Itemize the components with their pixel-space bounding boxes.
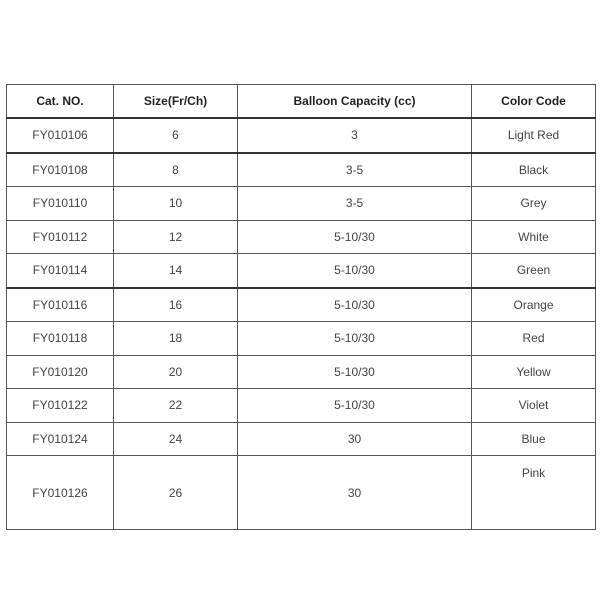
table-row <box>7 322 596 356</box>
table-row <box>7 187 596 221</box>
cell-color: White <box>472 220 596 254</box>
table-row <box>7 220 596 254</box>
cell-capacity: 5-10/30 <box>238 322 472 356</box>
cell-cat-no: FY010112 <box>7 220 114 254</box>
cell-color: Violet <box>472 389 596 423</box>
cell-cat-no: FY010126 <box>7 456 114 530</box>
header-balloon-capacity: Balloon Capacity (cc) <box>238 85 472 119</box>
cell-size: 24 <box>114 422 238 456</box>
cell-color: Orange <box>472 288 596 322</box>
cell-capacity: 30 <box>238 456 472 530</box>
cell-cat-no: FY010106 <box>7 118 114 153</box>
cell-cat-no: FY010116 <box>7 288 114 322</box>
cell-color: Pink <box>472 456 596 530</box>
cell-color: Yellow <box>472 355 596 389</box>
cell-color: Green <box>472 254 596 288</box>
table-row <box>7 254 596 288</box>
cell-capacity: 5-10/30 <box>238 288 472 322</box>
cell-size: 22 <box>114 389 238 423</box>
cell-cat-no: FY010124 <box>7 422 114 456</box>
cell-size: 8 <box>114 153 238 187</box>
cell-size: 10 <box>114 187 238 221</box>
cell-cat-no: FY010118 <box>7 322 114 356</box>
table-row <box>7 288 596 322</box>
table-row <box>7 118 596 153</box>
cell-capacity: 3-5 <box>238 187 472 221</box>
catalog-table <box>6 84 596 530</box>
table-row <box>7 153 596 187</box>
table-row <box>7 389 596 423</box>
cell-cat-no: FY010120 <box>7 355 114 389</box>
cell-capacity: 3 <box>238 118 472 153</box>
header-size: Size(Fr/Ch) <box>114 85 238 119</box>
cell-size: 6 <box>114 118 238 153</box>
table-row <box>7 355 596 389</box>
cell-size: 16 <box>114 288 238 322</box>
cell-capacity: 5-10/30 <box>238 389 472 423</box>
cell-size: 14 <box>114 254 238 288</box>
table-row <box>7 456 596 530</box>
cell-color: Black <box>472 153 596 187</box>
cell-cat-no: FY010122 <box>7 389 114 423</box>
cell-color: Grey <box>472 187 596 221</box>
catalog-table-container <box>6 84 595 530</box>
cell-size: 18 <box>114 322 238 356</box>
cell-capacity: 5-10/30 <box>238 355 472 389</box>
header-color-code: Color Code <box>472 85 596 119</box>
cell-capacity: 3-5 <box>238 153 472 187</box>
cell-size: 26 <box>114 456 238 530</box>
cell-capacity: 5-10/30 <box>238 220 472 254</box>
cell-color: Light Red <box>472 118 596 153</box>
cell-color: Blue <box>472 422 596 456</box>
table-row <box>7 422 596 456</box>
cell-size: 12 <box>114 220 238 254</box>
cell-cat-no: FY010108 <box>7 153 114 187</box>
cell-capacity: 5-10/30 <box>238 254 472 288</box>
cell-size: 20 <box>114 355 238 389</box>
cell-cat-no: FY010114 <box>7 254 114 288</box>
header-row <box>7 85 596 119</box>
header-cat-no: Cat. NO. <box>7 85 114 119</box>
cell-cat-no: FY010110 <box>7 187 114 221</box>
cell-capacity: 30 <box>238 422 472 456</box>
cell-color: Red <box>472 322 596 356</box>
